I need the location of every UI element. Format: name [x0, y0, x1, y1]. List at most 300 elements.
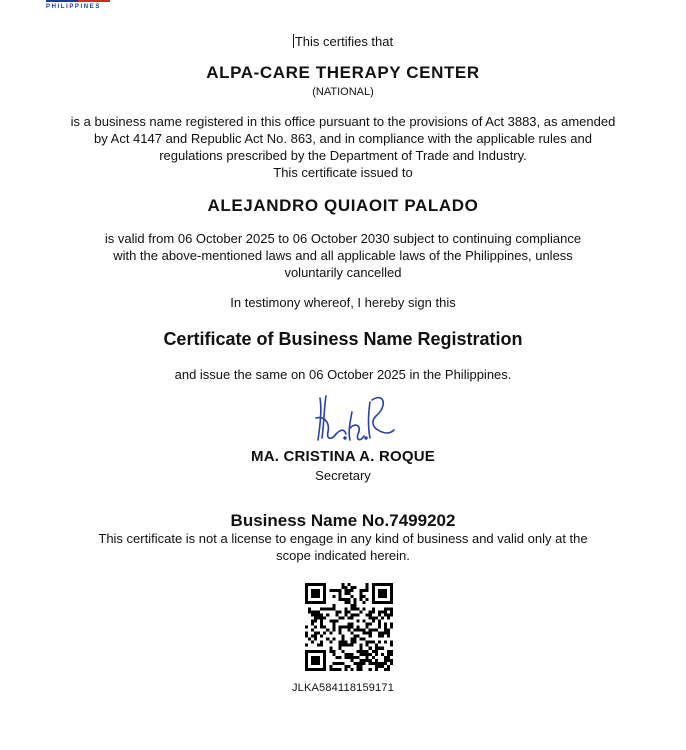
qr-module [338, 610, 341, 613]
qr-module [314, 592, 317, 595]
dti-logo [46, 0, 110, 16]
business-number: Business Name No.7499202 [230, 511, 456, 530]
qr-module [384, 668, 387, 671]
qr-module [347, 598, 350, 601]
qr-module [384, 641, 387, 644]
qr-module [320, 644, 323, 647]
qr-module [338, 616, 341, 619]
qr-module [363, 662, 366, 665]
qr-module [372, 607, 375, 610]
qr-module [354, 635, 357, 638]
qr-module [323, 662, 326, 665]
qr-module [366, 583, 369, 586]
qr-module [305, 601, 308, 604]
paragraph2-line3: voluntarily cancelled [284, 265, 402, 280]
qr-module [369, 662, 372, 665]
paragraph1-line1: is a business name registered in this office pursuant to the provisions of Act 3883, as amended [70, 114, 616, 129]
qr-module [384, 610, 387, 613]
qr-module [375, 616, 378, 619]
paragraph1-line4: This certificate issued to [273, 165, 413, 180]
signatory-title: Secretary [315, 468, 371, 483]
qr-module [305, 656, 308, 659]
qr-module [390, 653, 393, 656]
qr-module [308, 638, 311, 641]
qr-module [366, 598, 369, 601]
qr-module [332, 625, 335, 628]
qr-module [323, 659, 326, 662]
qr-module [384, 659, 387, 662]
qr-module [335, 662, 338, 665]
qr-module [323, 616, 326, 619]
qr-module [372, 656, 375, 659]
qr-module [375, 629, 378, 632]
qr-module [314, 638, 317, 641]
qr-module [341, 635, 344, 638]
qr-module [341, 638, 344, 641]
qr-module [387, 665, 390, 668]
qr-module [390, 613, 393, 616]
qr-module [311, 635, 314, 638]
qr-module [317, 668, 320, 671]
qr-module [320, 635, 323, 638]
qr-module [323, 625, 326, 628]
qr-module [347, 644, 350, 647]
qr-module [311, 595, 314, 598]
qr-module [363, 629, 366, 632]
qr-module [363, 650, 366, 653]
qr-module [375, 662, 378, 665]
qr-module [366, 613, 369, 616]
qr-module [351, 604, 354, 607]
qr-module [317, 616, 320, 619]
qr-module [311, 629, 314, 632]
qr-module [366, 632, 369, 635]
qr-module [384, 613, 387, 616]
qr-module [317, 595, 320, 598]
qr-module [311, 619, 314, 622]
qr-module [347, 601, 350, 604]
qr-module [320, 668, 323, 671]
qr-module [384, 632, 387, 635]
qr-module [314, 616, 317, 619]
qr-module [372, 589, 375, 592]
qr-module [390, 650, 393, 653]
qr-module [308, 607, 311, 610]
qr-module [360, 589, 363, 592]
qr-module [381, 647, 384, 650]
qr-module [354, 641, 357, 644]
qr-module [347, 665, 350, 668]
qr-module [378, 625, 381, 628]
qr-module [308, 583, 311, 586]
qr-module [323, 583, 326, 586]
qr-module [390, 601, 393, 604]
qr-module [338, 595, 341, 598]
serial-code: JLKA584118159171 [291, 682, 395, 694]
qr-module [372, 586, 375, 589]
qr-module [323, 668, 326, 671]
qr-module [308, 610, 311, 613]
qr-module [335, 619, 338, 622]
qr-module [390, 662, 393, 665]
qr-module [375, 647, 378, 650]
qr-module [338, 641, 341, 644]
qr-module [329, 650, 332, 653]
qr-module [341, 586, 344, 589]
qr-module [366, 656, 369, 659]
qr-module [314, 659, 317, 662]
qr-module [347, 625, 350, 628]
qr-module [335, 668, 338, 671]
qr-module [381, 665, 384, 668]
qr-module [317, 583, 320, 586]
qr-module [381, 635, 384, 638]
qr-module [311, 583, 314, 586]
qr-module [341, 598, 344, 601]
qr-module [354, 656, 357, 659]
qr-module [341, 641, 344, 644]
qr-module [311, 662, 314, 665]
qr-module [390, 625, 393, 628]
qr-module [332, 589, 335, 592]
qr-module [347, 653, 350, 656]
qr-module [372, 601, 375, 604]
qr-module [351, 641, 354, 644]
qr-module [387, 629, 390, 632]
qr-module [378, 583, 381, 586]
qr-module [335, 589, 338, 592]
qr-module [311, 641, 314, 644]
qr-module [387, 656, 390, 659]
qr-module [366, 653, 369, 656]
qr-code [305, 583, 393, 671]
qr-module [360, 595, 363, 598]
qr-module [344, 644, 347, 647]
qr-module [357, 607, 360, 610]
qr-module [369, 647, 372, 650]
qr-module [357, 635, 360, 638]
qr-module [335, 610, 338, 613]
qr-module [357, 656, 360, 659]
qr-module [314, 619, 317, 622]
qr-module [360, 659, 363, 662]
qr-module [378, 665, 381, 668]
qr-module [332, 622, 335, 625]
disclaimer-line1: This certificate is not a license to engage in any kind of business and valid only at the [98, 531, 588, 546]
qr-module [314, 662, 317, 665]
qr-module [390, 610, 393, 613]
qr-module [326, 607, 329, 610]
qr-module [305, 592, 308, 595]
qr-module [347, 629, 350, 632]
qr-module [311, 592, 314, 595]
qr-module [384, 589, 387, 592]
qr-module [323, 653, 326, 656]
qr-module [317, 656, 320, 659]
paragraph1-line3: regulations prescribed by the Department of Trade and Industry. [159, 148, 527, 163]
qr-module [314, 601, 317, 604]
qr-module [323, 586, 326, 589]
qr-module [344, 592, 347, 595]
qr-module [387, 659, 390, 662]
qr-module [305, 644, 308, 647]
qr-module [338, 632, 341, 635]
qr-module [384, 592, 387, 595]
qr-module [320, 625, 323, 628]
qr-module [308, 668, 311, 671]
qr-module [381, 583, 384, 586]
qr-module [390, 589, 393, 592]
qr-module [323, 607, 326, 610]
paragraph2-line1: is valid from 06 October 2025 to 06 October 2030 subject to continuing compliance [104, 231, 582, 246]
qr-module [338, 625, 341, 628]
qr-module [363, 659, 366, 662]
qr-module [390, 598, 393, 601]
qr-module [329, 589, 332, 592]
qr-module [311, 622, 314, 625]
qr-module [372, 583, 375, 586]
qr-module [372, 610, 375, 613]
qr-module [338, 629, 341, 632]
qr-module [375, 601, 378, 604]
qr-module [305, 662, 308, 665]
qr-module [351, 616, 354, 619]
qr-module [354, 638, 357, 641]
certificate-title: Certificate of Business Name Registration [163, 329, 523, 349]
qr-module [357, 625, 360, 628]
qr-module [305, 668, 308, 671]
qr-module [320, 641, 323, 644]
qr-module [384, 656, 387, 659]
qr-module [320, 583, 323, 586]
qr-module [381, 632, 384, 635]
disclaimer-line2: scope indicated herein. [276, 548, 410, 563]
qr-module [347, 592, 350, 595]
qr-module [372, 629, 375, 632]
qr-module [375, 583, 378, 586]
qr-module [360, 653, 363, 656]
qr-module [375, 668, 378, 671]
qr-module [351, 653, 354, 656]
qr-module [329, 665, 332, 668]
qr-module [320, 622, 323, 625]
qr-module [360, 598, 363, 601]
qr-module [323, 665, 326, 668]
qr-module [323, 598, 326, 601]
qr-module [317, 659, 320, 662]
qr-module [387, 668, 390, 671]
qr-module [344, 601, 347, 604]
qr-module [369, 610, 372, 613]
qr-module [375, 659, 378, 662]
qr-module [360, 638, 363, 641]
qr-module [305, 598, 308, 601]
qr-module [305, 665, 308, 668]
qr-module [341, 616, 344, 619]
qr-module [360, 644, 363, 647]
qr-module [305, 583, 308, 586]
qr-module [357, 629, 360, 632]
qr-module [381, 595, 384, 598]
qr-module [387, 613, 390, 616]
qr-module [329, 619, 332, 622]
qr-module [369, 622, 372, 625]
qr-module [323, 650, 326, 653]
qr-module [332, 604, 335, 607]
qr-module [357, 619, 360, 622]
qr-module [347, 622, 350, 625]
qr-module [381, 616, 384, 619]
qr-module [317, 592, 320, 595]
qr-module [378, 592, 381, 595]
qr-module [372, 598, 375, 601]
qr-module [311, 610, 314, 613]
qr-module [320, 613, 323, 616]
qr-module [305, 595, 308, 598]
signature-image [300, 388, 400, 448]
qr-module [381, 662, 384, 665]
qr-module [366, 644, 369, 647]
qr-module [384, 625, 387, 628]
qr-module [369, 629, 372, 632]
qr-module [369, 641, 372, 644]
qr-module [317, 601, 320, 604]
qr-module [369, 616, 372, 619]
qr-module [351, 622, 354, 625]
qr-module [338, 592, 341, 595]
qr-module [354, 613, 357, 616]
qr-module [326, 613, 329, 616]
qr-module [347, 656, 350, 659]
qr-module [363, 607, 366, 610]
qr-module [317, 632, 320, 635]
qr-module [378, 619, 381, 622]
qr-module [375, 650, 378, 653]
qr-module [338, 589, 341, 592]
qr-module [351, 659, 354, 662]
qr-module [314, 632, 317, 635]
qr-module [369, 632, 372, 635]
qr-module [329, 668, 332, 671]
qr-module [351, 656, 354, 659]
qr-module [366, 659, 369, 662]
qr-module [360, 610, 363, 613]
qr-module [332, 595, 335, 598]
qr-module [347, 583, 350, 586]
qr-module [351, 638, 354, 641]
business-scope: (NATIONAL) [312, 86, 374, 98]
qr-module [305, 650, 308, 653]
qr-module [363, 601, 366, 604]
qr-module [387, 635, 390, 638]
qr-module [329, 641, 332, 644]
qr-module [335, 613, 338, 616]
qr-module [326, 629, 329, 632]
qr-module [311, 650, 314, 653]
qr-module [378, 610, 381, 613]
qr-module [357, 662, 360, 665]
qr-module [381, 610, 384, 613]
qr-module [311, 601, 314, 604]
qr-module [351, 595, 354, 598]
qr-module [357, 665, 360, 668]
qr-module [308, 601, 311, 604]
qr-module [387, 616, 390, 619]
qr-module [387, 583, 390, 586]
testimony-line: In testimony whereof, I hereby sign this [230, 295, 456, 310]
qr-module [305, 659, 308, 662]
qr-module [338, 656, 341, 659]
qr-module [314, 625, 317, 628]
qr-module [323, 595, 326, 598]
qr-module [384, 622, 387, 625]
qr-module [351, 613, 354, 616]
qr-module [384, 583, 387, 586]
qr-module [390, 586, 393, 589]
qr-module [332, 629, 335, 632]
qr-module [381, 653, 384, 656]
qr-module [378, 632, 381, 635]
qr-module [341, 650, 344, 653]
qr-module [354, 662, 357, 665]
qr-module [363, 638, 366, 641]
qr-module [314, 595, 317, 598]
qr-module [366, 650, 369, 653]
qr-module [344, 653, 347, 656]
logo-text: PHILIPPINES [46, 4, 101, 10]
qr-module [390, 607, 393, 610]
qr-module [329, 647, 332, 650]
qr-module [323, 601, 326, 604]
qr-module [320, 607, 323, 610]
qr-module [326, 638, 329, 641]
qr-module [390, 592, 393, 595]
qr-module [369, 668, 372, 671]
qr-module [347, 589, 350, 592]
qr-module [390, 595, 393, 598]
qr-module [344, 656, 347, 659]
qr-module [347, 616, 350, 619]
qr-module [323, 656, 326, 659]
signatory-name: MA. CRISTINA A. ROQUE [251, 448, 435, 465]
qr-module [369, 659, 372, 662]
qr-module [360, 662, 363, 665]
qr-module [305, 635, 308, 638]
qr-module [378, 662, 381, 665]
issue-line: and issue the same on 06 October 2025 in the Philippines. [174, 367, 512, 382]
qr-module [363, 619, 366, 622]
qr-module [357, 650, 360, 653]
qr-module [360, 665, 363, 668]
qr-module [369, 613, 372, 616]
qr-module [372, 650, 375, 653]
qr-module [347, 610, 350, 613]
qr-module [341, 583, 344, 586]
qr-module [384, 595, 387, 598]
qr-module [360, 629, 363, 632]
qr-module [378, 613, 381, 616]
qr-module [366, 586, 369, 589]
qr-module [372, 619, 375, 622]
paragraph1-line2: by Act 4147 and Republic Act No. 863, and in compliance with the applicable rules and [94, 131, 592, 146]
qr-module [344, 610, 347, 613]
qr-module [317, 589, 320, 592]
qr-module [344, 641, 347, 644]
qr-module [360, 647, 363, 650]
qr-module [332, 619, 335, 622]
qr-module [344, 613, 347, 616]
qr-module [311, 589, 314, 592]
